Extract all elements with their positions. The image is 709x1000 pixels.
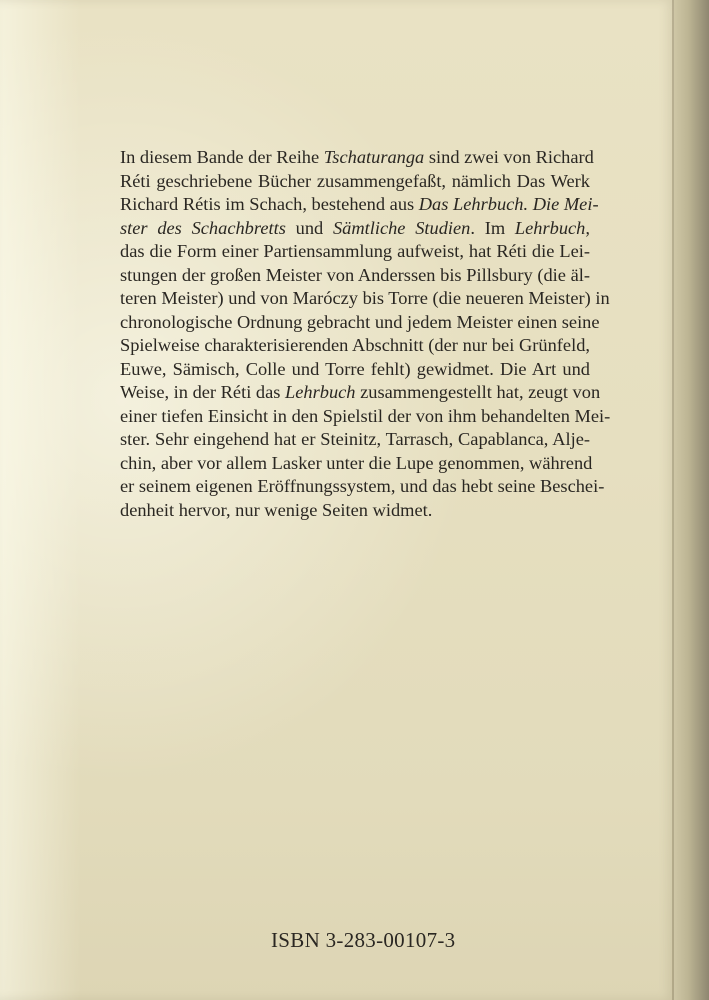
- italic-title: Lehrbuch,: [514, 217, 590, 238]
- blurb-line: ster. Sehr eingehend hat er Steinitz, Tarrasch, Capablanca, Alje-: [120, 429, 590, 449]
- blurb-line: ster des Schachbretts und Sämtliche Studien. Im Lehrbuch,: [120, 217, 590, 238]
- italic-title: Sämtliche Studien: [332, 217, 471, 238]
- blurb-line: Spielweise charakterisierenden Abschnitt (der nur bei Grünfeld,: [120, 335, 590, 355]
- blurb-line: denheit hervor, nur wenige Seiten widmet.: [120, 499, 433, 520]
- blurb-line: chronologische Ordnung gebracht und jedem Meister einen seine: [120, 311, 600, 332]
- isbn-number: ISBN 3-283-00107-3: [271, 928, 456, 952]
- book-spine-edge: [674, 0, 709, 1000]
- blurb-text: [120, 146, 611, 522]
- italic-title: Lehrbuch: [285, 382, 356, 402]
- blurb-line: er seinem eigenen Eröffnungssystem, und das hebt seine Beschei-: [120, 476, 605, 496]
- italic-title: ster des Schachbretts: [120, 217, 286, 238]
- italic-title: Tschaturanga: [323, 147, 425, 167]
- blurb-line: teren Meister) und von Maróczy bis Torre (die neueren Meister) in: [120, 288, 610, 308]
- blurb-line: Euwe, Sämisch, Colle und Torre fehlt) gewidmet. Die Art und: [120, 358, 590, 379]
- blurb-line: einer tiefen Einsicht in den Spielstil der von ihm behandelten Mei-: [120, 405, 611, 426]
- blurb-line: Weise, in der Réti das Lehrbuch zusammengestellt hat, zeugt von: [120, 382, 601, 402]
- blurb-line: Réti geschriebene Bücher zusammengefaßt, nämlich Das Werk: [120, 170, 590, 191]
- blurb-line: Richard Rétis im Schach, bestehend aus Das Lehrbuch. Die Mei-: [120, 194, 599, 214]
- blurb-line: stungen der großen Meister von Anderssen bis Pillsbury (die äl-: [120, 264, 590, 285]
- blurb-line: In diesem Bande der Reihe Tschaturanga sind zwei von Richard: [120, 147, 594, 167]
- blurb-line: chin, aber vor allem Lasker unter die Lupe genommen, während: [120, 452, 593, 473]
- blurb-line: das die Form einer Partiensammlung aufweist, hat Réti die Lei-: [120, 241, 590, 261]
- italic-title: Das Lehrbuch. Die Mei-: [418, 194, 599, 214]
